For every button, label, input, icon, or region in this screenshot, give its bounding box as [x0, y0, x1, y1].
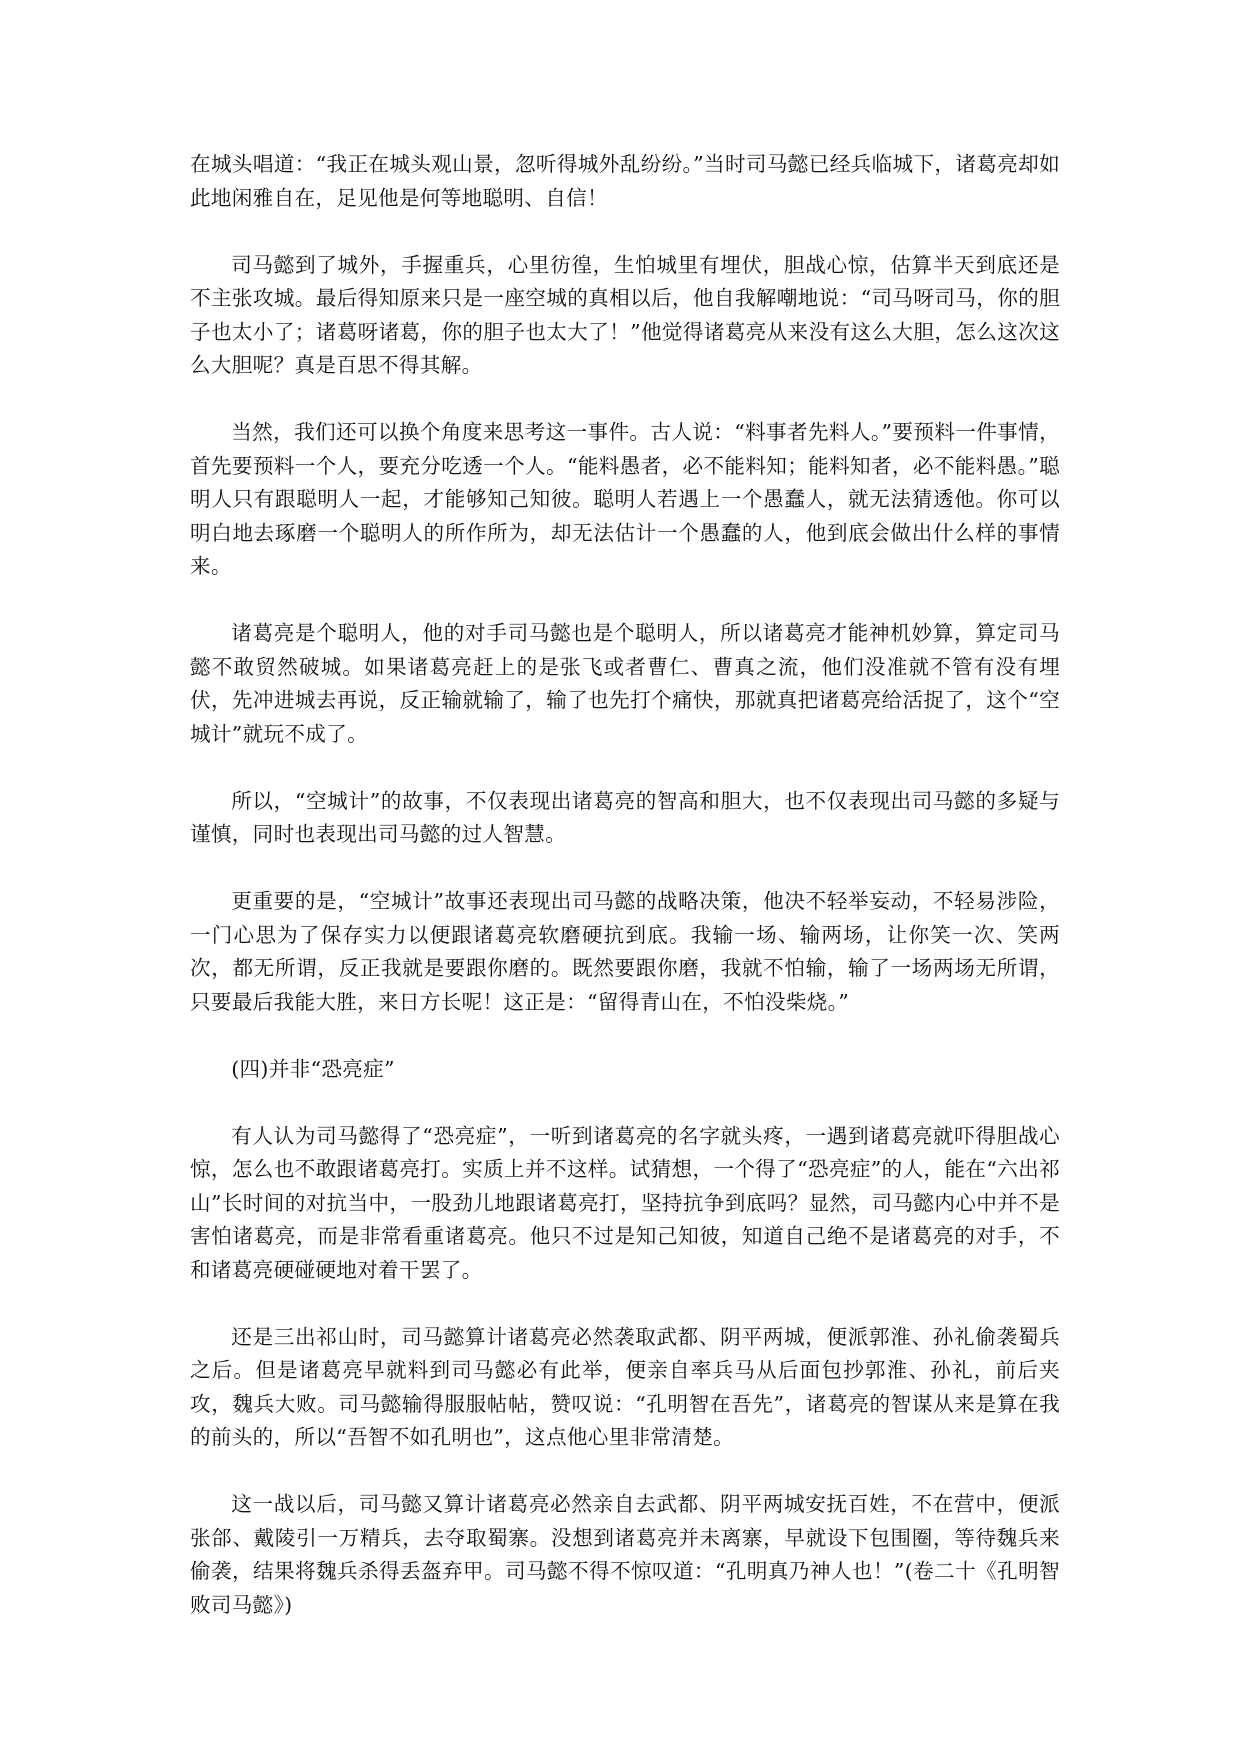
paragraph: 当然，我们还可以换个角度来思考这一事件。古人说：“料事者先料人。”要预料一件事情，首先要预料一个人，要充分吃透一个人。“能料愚者，必不能料知；能料知者，必不能料愚。”聪明人只有跟聪明人一起，才能够知己知彼。聪明人若遇上一个愚蠢人，就无法猜透他。你可以明白地去琢磨一个聪明人的所作所为，却无法估计一个愚蠢的人，他到底会做出什么样的事情来。: [190, 420, 1060, 578]
paragraph: 这一战以后，司马懿又算计诸葛亮必然亲自去武都、阴平两城安抚百姓，不在营中，便派张郃、戴陵引一万精兵，去夺取蜀寨。没想到诸葛亮并未离寨，早就设下包围圈，等待魏兵来偷袭，结果将魏兵杀得丢盔弃甲。司马懿不得不惊叹道：“孔明真乃神人也！”(卷二十《孔明智败司马懿》): [190, 1492, 1060, 1617]
paragraph: 还是三出祁山时，司马懿算计诸葛亮必然袭取武都、阴平两城，便派郭淮、孙礼偷袭蜀兵之后。但是诸葛亮早就料到司马懿必有此举，便亲自率兵马从后面包抄郭淮、孙礼，前后夹攻，魏兵大败。司马懿输得服服帖帖，赞叹说：“孔明智在吾先”，诸葛亮的智谋从来是算在我的前头的，所以“吾智不如孔明也”，这点他心里非常清楚。: [190, 1324, 1060, 1449]
paragraph: 更重要的是，“空城计”故事还表现出司马懿的战略决策，他决不轻举妄动，不轻易涉险，一门心思为了保存实力以便跟诸葛亮软磨硬抗到底。我输一场、输两场，让你笑一次、笑两次，都无所谓，反正我就是要跟你磨的。既然要跟你磨，我就不怕输，输了一场两场无所谓，只要最后我能大胜，来日方长呢！这正是：“留得青山在，不怕没柴烧。”: [190, 889, 1060, 1014]
paragraph: 诸葛亮是个聪明人，他的对手司马懿也是个聪明人，所以诸葛亮才能神机妙算，算定司马懿不敢贸然破城。如果诸葛亮赶上的是张飞或者曹仁、曹真之流，他们没准就不管有没有埋伏，先冲进城去再说，反正输就输了，输了也先打个痛快，那就真把诸葛亮给活捉了，这个“空城计”就玩不成了。: [190, 621, 1060, 746]
paragraph: 所以，“空城计”的故事，不仅表现出诸葛亮的智高和胆大，也不仅表现出司马懿的多疑与谨慎，同时也表现出司马懿的过人智慧。: [190, 788, 1060, 846]
document-page: [190, 148, 1060, 1656]
paragraph: 有人认为司马懿得了“恐亮症”，一听到诸葛亮的名字就头疼，一遇到诸葛亮就吓得胆战心惊，怎么也不敢跟诸葛亮打。实质上并不这样。试猜想，一个得了“恐亮症”的人，能在“六出祁山”长时间的对抗当中，一股劲儿地跟诸葛亮打，坚持抗争到底吗？显然，司马懿内心中并不是害怕诸葛亮，而是非常看重诸葛亮。他只不过是知己知彼，知道自己绝不是诸葛亮的对手，不和诸葛亮硬碰硬地对着干罢了。: [190, 1123, 1060, 1282]
section-heading: (四)并非“恐亮症”: [231, 1056, 395, 1081]
paragraph: 在城头唱道：“我正在城头观山景，忽听得城外乱纷纷。”当时司马懿已经兵临城下，诸葛亮却如此地闲雅自在，足见他是何等地聪明、自信！: [190, 152, 1060, 210]
paragraph: 司马懿到了城外，手握重兵，心里彷徨，生怕城里有埋伏，胆战心惊，估算半天到底还是不主张攻城。最后得知原来只是一座空城的真相以后，他自我解嘲地说：“司马呀司马，你的胆子也太小了；诸葛呀诸葛，你的胆子也太大了！”他觉得诸葛亮从来没有这么大胆，怎么这次这么大胆呢？真是百思不得其解。: [190, 252, 1060, 377]
